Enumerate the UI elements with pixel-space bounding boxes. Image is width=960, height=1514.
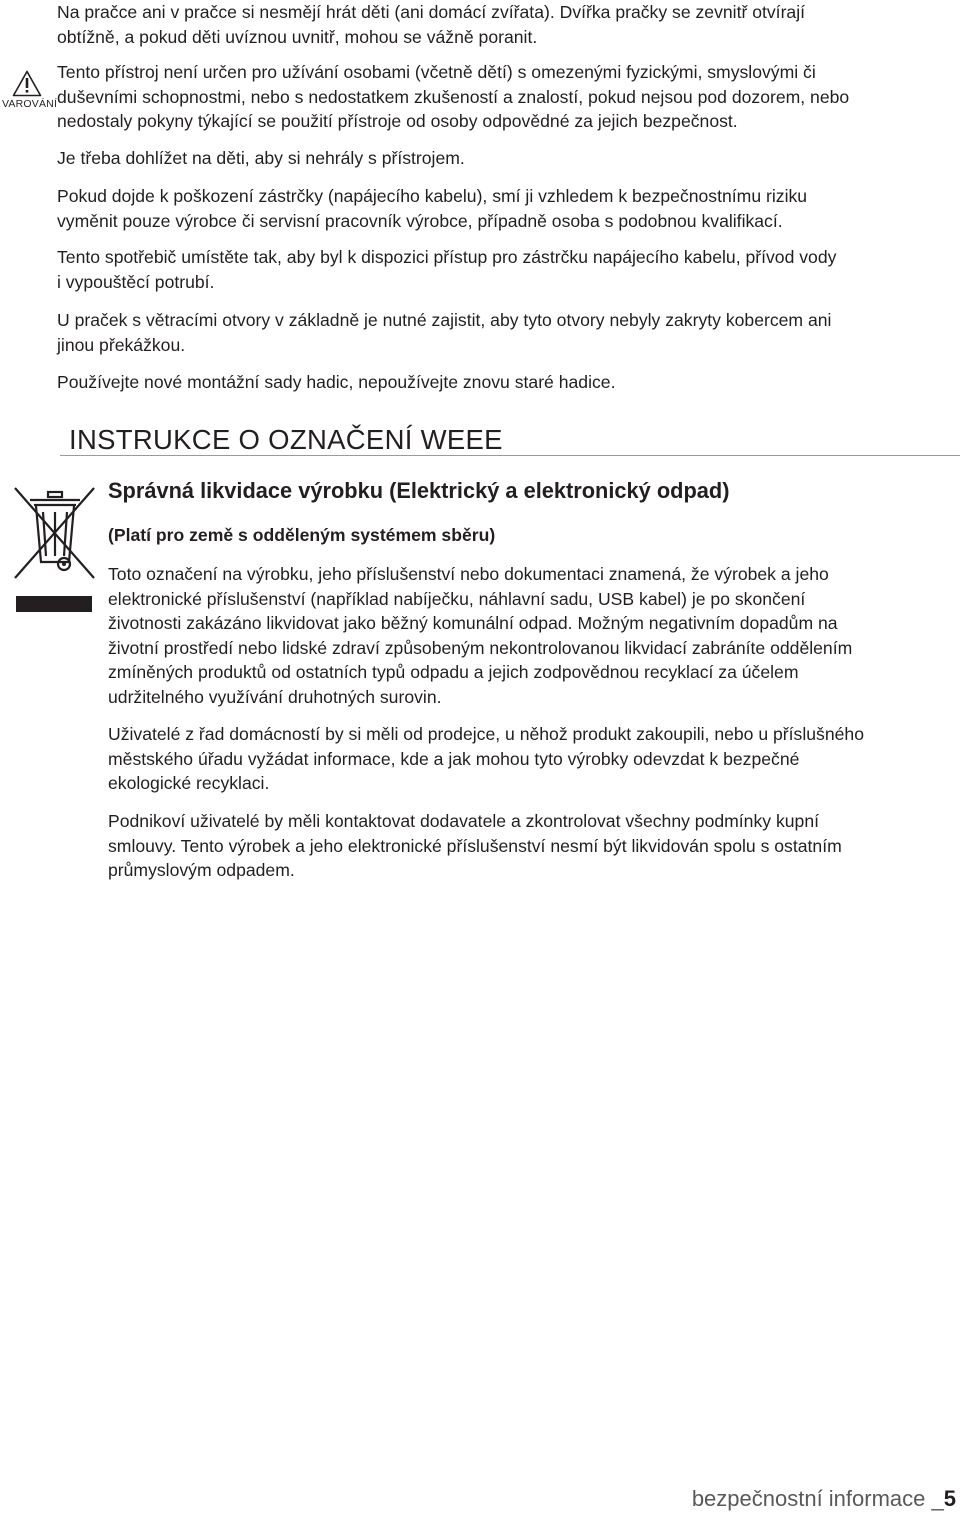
warning-text [57,60,849,134]
text-line: smlouvy. Tento výrobek a jeho elektronické příslušenství nesmí být likvidován spolu s ostatním [108,835,842,856]
text-line: obtížně, a pokud děti uvíznou uvnitř, mohou se vážně poranit. [57,26,538,47]
paragraph-plug [57,184,807,233]
text-line: životní prostředí nebo lidské zdraví způsobeným nekontrolovanou likvidací zabráníte oddělením [108,637,853,658]
weee-paragraph-2 [108,722,864,796]
text-line: vyměnit pouze výrobce či servisní pracovník výrobce, případně osoba s podobnou kvalifikací. [57,210,783,231]
text-line: Podnikoví uživatelé by měli kontaktovat dodavatele a zkontrolovat všechny podmínky kupní [108,811,819,831]
text-line: Na pračce ani v pračce si nesmějí hrát děti (ani domácí zvířata). Dvířka pračky se zevnitř otvírají [57,2,806,22]
text-line: životnosti zakázáno likvidovat jako běžný komunální odpad. Možným negativním dopadům na [108,613,838,633]
text-line: Používejte nové montážní sady hadic, nepoužívejte znovu staré hadice. [57,372,616,392]
weee-subtitle: Správná likvidace výrobku (Elektrický a elektronický odpad) [108,478,730,503]
footer-section: bezpečnostní informace _ [691,1486,944,1511]
text-line: Tento spotřebič umístěte tak, aby byl k dispozici přístup pro zástrčku napájecího kabelu, přívod vody [57,247,837,267]
text-line: jinou překážkou. [57,334,186,355]
crossed-out-wheelie-bin-icon [10,478,100,613]
text-line: udržitelného využívání druhotných surovin. [108,686,442,707]
text-line: U praček s větracími otvory v základně je nutné zajistit, aby tyto otvory nebyly zakryty kobercem ani [57,310,832,330]
text-line: Je třeba dohlížet na děti, aby si nehrály s přístrojem. [57,148,465,168]
text-line: průmyslovým odpadem. [108,860,295,880]
page-number: 5 [943,1486,956,1511]
text-line: Pokud dojde k poškození zástrčky (napájecího kabelu), smí ji vzhledem k bezpečnostnímu riziku [57,186,808,206]
text-line: elektronické příslušenství (například nabíječku, náhlavní sadu, USB kabel) je po skončení [108,588,806,609]
text-line: ekologické recyklaci. [108,773,270,793]
text-line: Uživatelé z řad domácností by si měli od prodejce, u něhož produkt zakoupili, nebo u příslušného [108,724,864,744]
section-title: INSTRUKCE O OZNAČENÍ WEEE [69,424,503,455]
weee-note: (Platí pro země s odděleným systémem sběru) [108,525,496,545]
paragraph-hoses [57,370,615,395]
paragraph-supervise [57,146,465,171]
text-line: nedostaly pokyny týkající se použití přístroje od osoby odpovědné za jejich bezpečnost. [57,111,738,131]
intro-paragraph [57,0,805,49]
weee-paragraph-1 [108,562,852,709]
text-line: městského úřadu vyžádat informace, kde a jak mohou tyto výrobky odevzdat k bezpečné [108,748,800,769]
paragraph-access [57,245,836,294]
text-line: Tento přístroj není určen pro užívání osobami (včetně dětí) s omezenými fyzickými, smyslovými či [57,62,816,82]
warning-label: VAROVÁNÍ [2,98,58,110]
section-divider [60,455,960,456]
text-line: zmíněných produktů od ostatních typů odpadu a jejich zodpovědnou recyklací za účelem [108,662,799,682]
paragraph-vent [57,308,831,357]
weee-paragraph-3 [108,809,842,883]
text-line: i vypouštěcí potrubí. [57,271,215,292]
warning-triangle-icon [12,70,42,97]
text-line: duševními schopnostmi, nebo s nedostatkem zkušeností a znalostí, pokud nejsou pod dozorem, nebo [57,86,850,107]
text-line: Toto označení na výrobku, jeho příslušenství nebo dokumentaci znamená, že výrobek a jeho [108,564,829,584]
page-footer [692,1486,956,1512]
